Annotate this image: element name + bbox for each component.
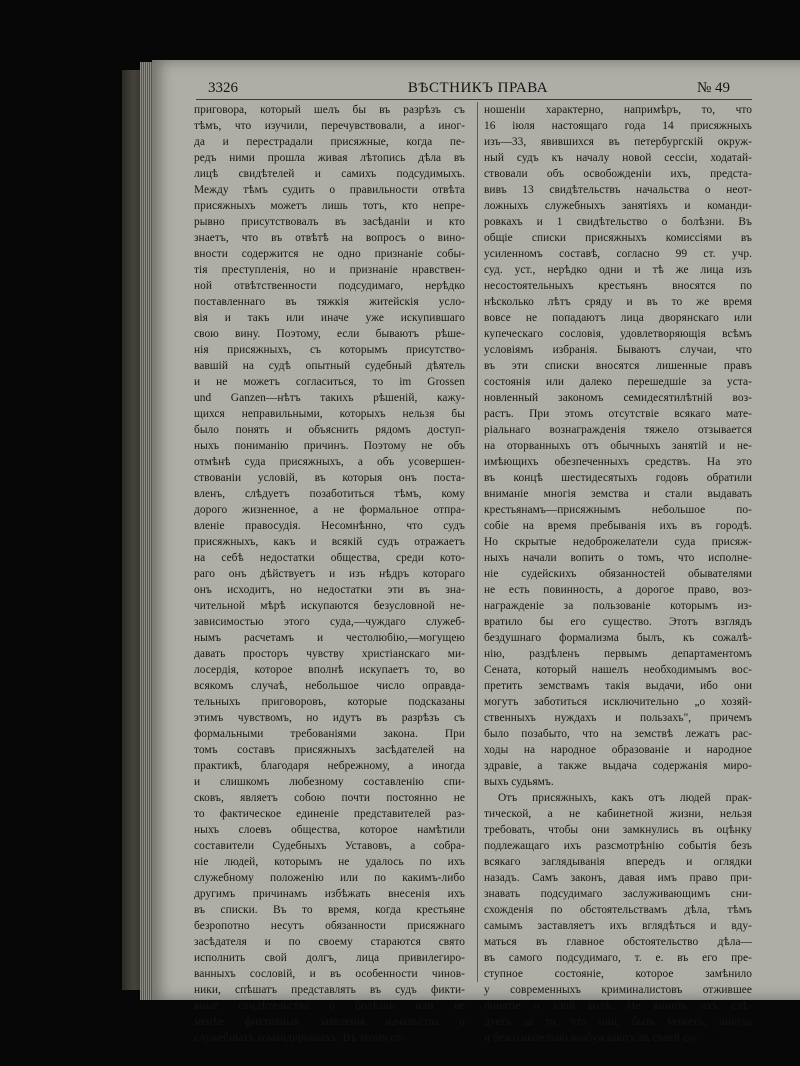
text-line: подлежащаго ихъ разсмотрѣнію событія безъ [484, 840, 752, 852]
text-line: чительной мѣрѣ искупаются безусловной не- [194, 600, 465, 612]
text-line: рывно присутствовалъ въ засѣданіи и кто [194, 216, 465, 228]
text-line: ровкахъ и 1 свидѣтельство о болѣзни. Въ [484, 216, 752, 228]
text-line: исполнить свой долгъ, лица привилегиро- [194, 952, 465, 964]
text-line: ственныхъ нуждахъ и пользахъ", причемъ [484, 712, 752, 724]
text-line: и слишкомъ любезному составленію спи- [194, 776, 465, 788]
text-line: вниманіе многія земства и стали выдавать [484, 488, 752, 500]
text-line: тической, а не кабинетной жизни, нельзя [484, 808, 752, 820]
issue-number: № 49 [696, 80, 730, 96]
text-line: вленіе правосудія. Несомнѣнно, что судъ [194, 520, 465, 532]
text-line: на оторванныхъ отъ обычныхъ занятій и не- [484, 440, 752, 452]
text-line: лосердія, которое вполнѣ искупаетъ то, во [194, 664, 465, 676]
text-line: несостоятельныхъ крестьянъ вносятся по [484, 280, 752, 292]
text-line: награжденіе за пользованіе которымъ из- [484, 600, 752, 612]
text-line: нія присяжныхъ, съ которымъ присутство- [194, 344, 465, 356]
text-line: другимъ причинамъ избѣжать внесенія ихъ [194, 888, 465, 900]
text-line: ныхъ начали вопить о томъ, что исполне- [484, 552, 752, 564]
text-line: вратило бы его существо. Этотъ взглядъ [484, 616, 752, 628]
text-line: назадъ. Самъ законъ, давая имъ право при- [484, 872, 752, 884]
text-line: безропотно несутъ обязанности присяжнаго [194, 920, 465, 932]
column-divider [477, 102, 478, 982]
text-line: знаетъ, что въ отвѣтѣ на вопросъ о вино- [194, 232, 465, 244]
text-line: вія и такъ или иначе уже искупившаго [194, 312, 465, 324]
header-rule [196, 99, 752, 100]
text-line: составители Судебныхъ Уставовъ, а собра- [194, 840, 465, 852]
text-line: ной отвѣтственности подсудимаго, нерѣдко [194, 280, 465, 292]
text-line: понятіе о злой волѣ. Не винить ихъ слѣ- [484, 1000, 752, 1012]
text-line: ложныхъ служебныхъ занятіяхъ и команди- [484, 200, 752, 212]
text-line: состоянія или далеко перешедшіе за уста- [484, 376, 752, 388]
text-line: въ самого подсудимаго, т. е. въ его пре- [484, 952, 752, 964]
text-line: требовать, чтобы они замкнулись въ оцѣнку [484, 824, 752, 836]
text-line: ношеніи характерно, напримѣръ, то, что [484, 104, 752, 116]
text-line: условіямъ избранія. Бываютъ случаи, что [484, 344, 752, 356]
text-line: сковъ, являетъ собою почти постоянно не [194, 792, 465, 804]
text-line: и безсознательно возбуждаютъ въ своей со- [484, 1032, 698, 1044]
text-line: общіе списки присяжныхъ комиссіями въ [484, 232, 752, 244]
text-line: раго онъ дѣйствуетъ и изъ нѣдръ котораго [194, 568, 465, 580]
text-line: въ концѣ шестидесятыхъ годовъ обратили [484, 472, 752, 484]
text-line: ники, спѣшатъ представлять въ судъ фикти- [194, 984, 465, 996]
text-line: и не можетъ согласиться, то im Grossen [194, 376, 465, 388]
text-line: присяжныхъ можетъ лишь тотъ, кто непре- [194, 200, 465, 212]
text-line: вные свидѣтельства о болѣзни или не [194, 1000, 465, 1012]
text-line: ныхъ слоевъ общества, которое намѣтили [194, 824, 465, 836]
text-line: служебныхъ командировкахъ. Въ этомъ от- [194, 1032, 405, 1044]
right-column [484, 102, 752, 1046]
text-line: присяжныхъ, какъ и всякій судъ отражаетъ [194, 536, 465, 548]
text-line: давать просторъ чувству христіанскаго ми- [194, 648, 465, 660]
text-line: нѣсколько лѣтъ сряду и въ то же время [484, 296, 752, 308]
text-line: претить земствамъ такія выдачи, ибо они [484, 680, 752, 692]
text-line: купеческаго сословія, удовлетворяющія всѣмъ [484, 328, 752, 340]
text-line: 16 іюля настоящаго года 14 присяжныхъ [484, 120, 752, 132]
text-line: онъ исходитъ, но недостатки эти въ зна- [194, 584, 465, 596]
text-line: въ эти списки вносятся лишенные правъ [484, 360, 752, 372]
text-line: всякаго заглядыванія впередъ и оглядки [484, 856, 752, 868]
text-line: суд. уст., нерѣдко одни и тѣ же лица изъ [484, 264, 752, 276]
book-page [152, 60, 800, 1044]
page-number: 3326 [208, 80, 238, 96]
text-line: маться въ главное обстоятельство дѣла— [484, 936, 752, 948]
text-line: поставленнаго въ тяжкія житейскія усло- [194, 296, 465, 308]
text-line: отмѣнѣ суда присяжныхъ, а объ усовершен- [194, 456, 465, 468]
text-line: выхъ судьямъ. [484, 776, 554, 788]
text-line: тѣмъ, что изучили, перечувствовали, а иног- [194, 120, 465, 132]
text-line: ный судъ къ началу новой сессіи, ходатай- [484, 152, 752, 164]
text-line: въ списки. Въ то время, когда крестьяне [194, 904, 465, 916]
text-line: ніе людей, которымъ не удалось по ихъ [194, 856, 465, 868]
text-line: лицѣ свидѣтелей и самихъ подсудимыхъ. [194, 168, 465, 180]
text-line: Отъ присяжныхъ, какъ отъ людей прак- [498, 792, 752, 804]
text-line: крестьянамъ—присяжнымъ небольшое по- [484, 504, 752, 516]
text-line: служебному положенію или по какимъ-либо [194, 872, 465, 884]
text-line: Между тѣмъ судить о правильности отвѣта [194, 184, 465, 196]
text-line: ступное состояніе, которое замѣнило [484, 968, 752, 980]
text-line: не есть повинность, а дорогое право, воз- [484, 584, 752, 596]
text-line: тія преступленія, но и признаніе нравствен- [194, 264, 465, 276]
text-line: у современныхъ криминалистовъ отжившее [484, 984, 752, 996]
text-line: схожденія по обстоятельствамъ дѣла, тѣмъ [484, 904, 752, 916]
text-line: засѣдателя и по своему стараются свято [194, 936, 465, 948]
text-line: могутъ заботиться исключительно „о хозяй- [484, 696, 752, 708]
text-line: Но скрытые недоброжелатели суда присяж- [484, 536, 752, 548]
running-header [208, 80, 748, 100]
text-line: собіе на время пребыванія ихъ въ городѣ. [484, 520, 752, 532]
text-line: то фактическое единеніе представителей раз- [194, 808, 465, 820]
text-line: вности содержится не одно признаніе собы- [194, 248, 465, 260]
text-line: было понять и объяснить рядомъ доступ- [194, 424, 465, 436]
text-line: нымъ расчетамъ и честолюбію,—могущею [194, 632, 465, 644]
text-line: вивъ 13 свидѣтельствъ начальства о неот- [484, 184, 752, 196]
text-line: вовсе не попадаютъ лица дворянскаго или [484, 312, 752, 324]
text-line: ствованіи условій, въ которыя онъ поста- [194, 472, 465, 484]
text-line: ванныхъ сословій, и въ особенности чинов- [194, 968, 465, 980]
left-column [194, 102, 465, 1046]
text-line: всякомъ случаѣ, небольшое число оправда- [194, 680, 465, 692]
text-line: ріальнаго вознагражденія тяжело отзывается [484, 424, 752, 436]
text-line: здравіе, а также выдача содержанія миро- [484, 760, 752, 772]
text-line: зависимостью этого суда,—чуждаго служеб- [194, 616, 465, 628]
text-line: знавать подсудимаго заслуживающимъ сни- [484, 888, 752, 900]
text-line: этимъ чувствомъ, но идутъ въ разрѣзъ съ [194, 712, 465, 724]
text-line: имѣющихъ обезпеченныхъ средствъ. На это [484, 456, 752, 468]
text-line: да и перестрадали присяжные, когда пе- [194, 136, 465, 148]
text-line: und Ganzen—нѣтъ такихъ рѣшеній, кажу- [194, 392, 465, 404]
journal-title: ВѢСТНИКЪ ПРАВА [407, 80, 549, 96]
text-line: свою вину. Поэтому, если бываютъ рѣше- [194, 328, 465, 340]
text-line: ходы на народное образованіе и народное [484, 744, 752, 756]
text-line: менѣе фиктивныя заявленія начальства о [194, 1016, 465, 1028]
text-line: изъ—33, явившихся въ петербургскій окруж- [484, 136, 752, 148]
text-line: щихся неправильными, которыхъ нельзя бы [194, 408, 465, 420]
text-line: ствовали объ освобожденіи ихъ, предста- [484, 168, 752, 180]
text-line: нію, раздѣленъ первымъ департаментомъ [484, 648, 752, 660]
text-line: на себѣ недостатки общества, среди кото- [194, 552, 465, 564]
text-line: дорого жизненное, а не формальное отпра- [194, 504, 465, 516]
text-line: практикѣ, благодаря небрежному, а иногда [194, 760, 465, 772]
text-line: дуетъ за то, что они, быть можетъ, иногда [484, 1016, 752, 1028]
text-line: приговора, который шелъ бы въ разрѣзъ съ [194, 104, 465, 116]
text-line: формальными требованіями закона. При [194, 728, 465, 740]
text-line: Сената, который нашелъ необходимымъ вос- [484, 664, 752, 676]
text-line: новленный закономъ семидесятилѣтній воз- [484, 392, 752, 404]
text-line: томъ составъ присяжныхъ засѣдателей на [194, 744, 465, 756]
text-line: тельныхъ приговоровъ, которые подсказаны [194, 696, 465, 708]
text-line: ныхъ пониманію причинъ. Поэтому не объ [194, 440, 465, 452]
text-line: бездушнаго формализма былъ, къ сожалѣ- [484, 632, 752, 644]
text-line: усиленномъ составѣ, согласно 99 ст. учр. [484, 248, 752, 260]
text-line: редъ ними прошла живая лѣтопись дѣла въ [194, 152, 465, 164]
text-line: самымъ заставляетъ ихъ вглядѣться и вду- [484, 920, 752, 932]
text-line: ніе судейскихъ обязанностей обывателями [484, 568, 752, 580]
text-line: было позабыто, что на земствѣ лежатъ рас- [484, 728, 752, 740]
text-line: вавшій на судѣ опытный судебный дѣятель [194, 360, 465, 372]
text-line: растъ. При этомъ отсутствіе всякаго мате- [484, 408, 752, 420]
text-line: вленъ, слѣдуетъ позаботиться тѣмъ, кому [194, 488, 465, 500]
